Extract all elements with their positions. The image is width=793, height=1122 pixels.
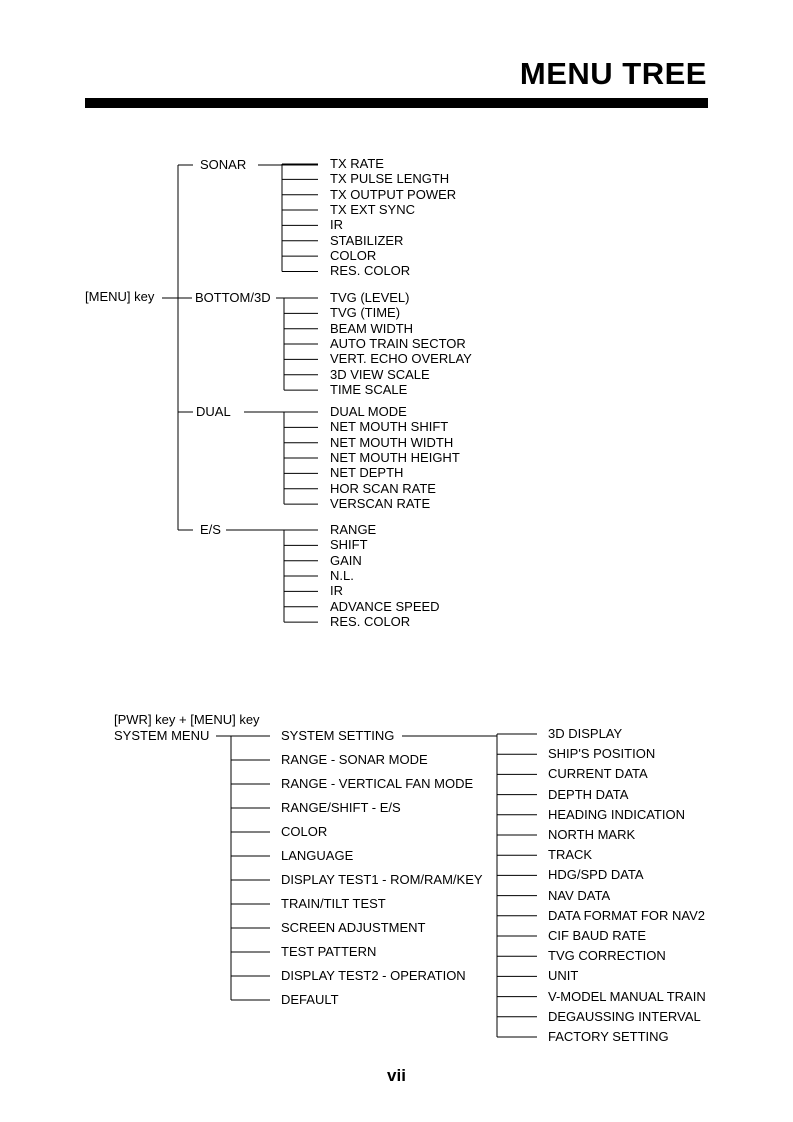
menu-item: SHIFT xyxy=(330,537,368,553)
menu-item: NET MOUTH HEIGHT xyxy=(330,450,460,466)
menu-item: 3D VIEW SCALE xyxy=(330,366,430,382)
menu-item: COLOR xyxy=(330,248,377,264)
menu-item: TVG (LEVEL) xyxy=(330,290,410,305)
system-menu-item: RANGE - VERTICAL FAN MODE xyxy=(281,776,474,791)
system-menu-root-label: SYSTEM MENU xyxy=(114,728,210,743)
menu-item: NET MOUTH WIDTH xyxy=(330,434,454,450)
group-label-3: E/S xyxy=(200,522,221,537)
menu-item: RANGE xyxy=(330,522,377,537)
system-setting-item: V-MODEL MANUAL TRAIN xyxy=(548,988,706,1004)
page-number: vii xyxy=(387,1066,406,1085)
menu-item: DUAL MODE xyxy=(330,404,407,419)
menu-item: RES. COLOR xyxy=(330,614,411,630)
system-setting-item: DEGAUSSING INTERVAL xyxy=(548,1008,701,1024)
menu-item: IR xyxy=(330,583,343,599)
group-label-0: SONAR xyxy=(200,157,247,172)
system-menu-item: SCREEN ADJUSTMENT xyxy=(281,920,426,935)
menu-item: VERSCAN RATE xyxy=(330,496,431,512)
page-title: MENU TREE xyxy=(519,56,707,91)
system-setting-item: HEADING INDICATION xyxy=(548,806,685,822)
system-menu-item: TEST PATTERN xyxy=(281,944,377,959)
system-setting-item: TVG CORRECTION xyxy=(548,948,666,964)
system-menu-item: DISPLAY TEST1 - ROM/RAM/KEY xyxy=(281,872,483,887)
menu-item: IR xyxy=(330,217,343,233)
system-setting-item: HDG/SPD DATA xyxy=(548,867,644,883)
menu-item: GAIN xyxy=(330,552,362,568)
system-menu-item: RANGE/SHIFT - E/S xyxy=(281,800,401,815)
system-menu-item: LANGUAGE xyxy=(281,848,354,863)
system-setting-item: SHIP'S POSITION xyxy=(548,746,656,762)
system-menu-item: TRAIN/TILT TEST xyxy=(281,896,386,911)
menu-item: TX OUTPUT POWER xyxy=(330,186,457,202)
system-setting-item: TRACK xyxy=(548,847,593,863)
system-menu-item: SYSTEM SETTING xyxy=(281,728,395,743)
system-setting-item: NORTH MARK xyxy=(548,827,636,842)
menu-item: BEAM WIDTH xyxy=(330,320,414,336)
menu-item: VERT. ECHO OVERLAY xyxy=(330,351,472,367)
system-menu-item: COLOR xyxy=(281,824,328,839)
system-setting-item: CURRENT DATA xyxy=(548,766,648,782)
system-setting-item: DATA FORMAT FOR NAV2 xyxy=(548,907,705,923)
group-label-1: BOTTOM/3D xyxy=(195,290,271,305)
menu-item: TVG (TIME) xyxy=(330,305,401,321)
menu-item: HOR SCAN RATE xyxy=(330,480,436,496)
title-rule xyxy=(85,98,708,108)
menu-item: TX PULSE LENGTH xyxy=(330,171,450,187)
system-setting-item: NAV DATA xyxy=(548,887,611,903)
system-menu-item: DEFAULT xyxy=(281,992,339,1007)
menu-item: AUTO TRAIN SECTOR xyxy=(330,336,466,352)
menu-item: TX EXT SYNC xyxy=(330,202,416,218)
menu-item: ADVANCE SPEED xyxy=(330,598,440,614)
system-setting-item: UNIT xyxy=(548,968,579,984)
system-menu-item: DISPLAY TEST2 - OPERATION xyxy=(281,968,466,983)
menu-item: TX RATE xyxy=(330,156,384,171)
group-label-2: DUAL xyxy=(196,404,231,419)
menu-item: TIME SCALE xyxy=(330,382,408,398)
menu-item: NET MOUTH SHIFT xyxy=(330,419,449,435)
menu-key-root-label: [MENU] key xyxy=(85,289,155,304)
system-menu-item: RANGE - SONAR MODE xyxy=(281,752,428,767)
system-setting-item: CIF BAUD RATE xyxy=(548,928,646,943)
system-menu-key-label: [PWR] key + [MENU] key xyxy=(114,712,260,727)
menu-item: N.L. xyxy=(330,568,354,584)
system-setting-item: FACTORY SETTING xyxy=(548,1029,669,1044)
system-setting-item: 3D DISPLAY xyxy=(548,726,623,741)
menu-item: NET DEPTH xyxy=(330,465,404,481)
menu-item: RES. COLOR xyxy=(330,263,411,279)
menu-item: STABILIZER xyxy=(330,232,404,248)
system-setting-item: DEPTH DATA xyxy=(548,786,629,802)
